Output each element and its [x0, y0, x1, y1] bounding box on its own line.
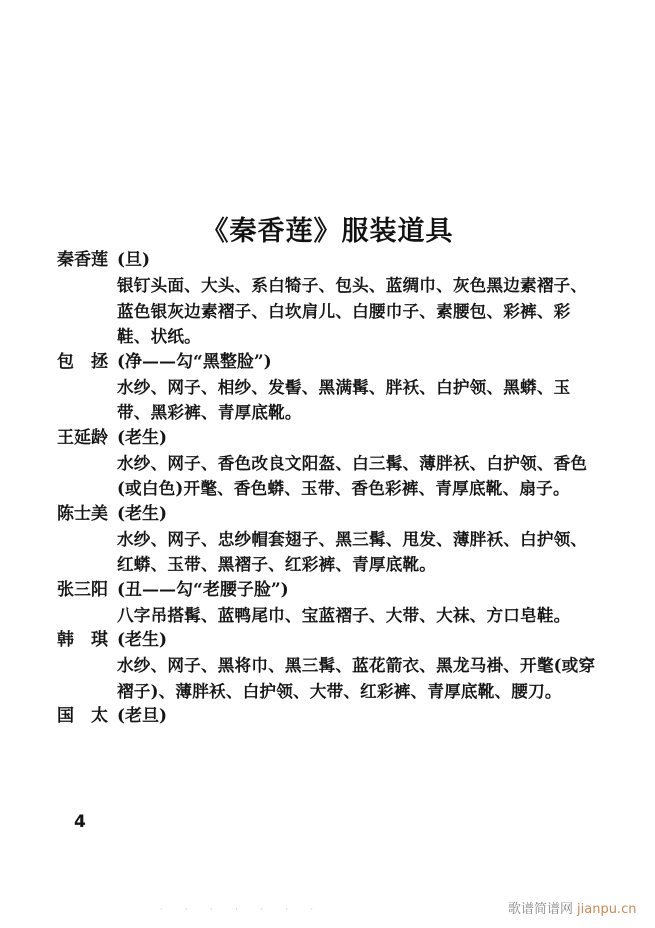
- role-type: (老生): [117, 503, 168, 524]
- role-name: 张三阳: [57, 579, 108, 600]
- watermark-en: jianpu.cn: [577, 902, 637, 917]
- costume-items: 八字吊搭髯、蓝鸭尾巾、宝蓝褶子、大带、大袜、方口皂鞋。: [117, 604, 571, 625]
- entry-zhang-sanyang: [57, 578, 617, 629]
- watermark: [508, 898, 636, 917]
- entry-wang-yanling: [57, 426, 617, 502]
- costume-items: 水纱、网子、香色改良文阳盔、白三髯、薄胖袄、白护领、香色(或白色)开氅、香色蟒、玉带、香色彩裤、青厚底靴、扇子。: [117, 452, 588, 498]
- role-name: 韩 琪: [57, 630, 108, 650]
- role-row: [57, 502, 617, 527]
- role-name: 王延龄: [57, 427, 108, 448]
- costume-list: [57, 248, 617, 729]
- role-type: (丑——勾“老腰子脸”): [117, 579, 289, 600]
- scan-specks: · · · · · · ·: [160, 905, 324, 914]
- costume-items: 水纱、网子、黑将巾、黑三髯、蓝花箭衣、黑龙马褂、开氅(或穿褶子)、薄胖袄、白护领、大带、红彩裤、青厚底靴、腰刀。: [117, 655, 596, 701]
- role-name: 包 拯: [57, 351, 108, 372]
- role-row: [57, 426, 617, 451]
- role-row: [57, 248, 617, 273]
- role-name: 陈士美: [57, 503, 108, 524]
- watermark-cn: 歌谱简谱网: [508, 902, 574, 917]
- entry-chen-shimei: [57, 502, 617, 578]
- role-row: [57, 578, 617, 603]
- entry-bao-zheng: [57, 350, 617, 426]
- role-type: (净——勾“黑整脸”): [117, 351, 272, 372]
- role-row: [57, 628, 617, 653]
- page-title: 《秦香莲》服装道具: [201, 216, 454, 248]
- role-type: (老生): [117, 630, 168, 650]
- costume-items: 水纱、网子、忠纱帽套翅子、黑三髯、甩发、薄胖袄、白护领、红蟒、玉带、黑褶子、红彩裤、青厚底靴。: [117, 528, 588, 574]
- costume-items: 水纱、网子、相纱、发髻、黑满髯、胖袄、白护领、黑蟒、玉带、黑彩裤、青厚底靴。: [117, 376, 571, 422]
- role-name: 国 太: [57, 706, 108, 726]
- role-row: [57, 350, 617, 375]
- costume-items: 银钉头面、大头、系白犄子、包头、蓝绸巾、灰色黑边素褶子、蓝色银灰边素褶子、白坎肩儿、白腰巾子、素腰包、彩裤、彩鞋、状纸。: [117, 275, 588, 346]
- entry-han-qi: [57, 628, 617, 704]
- role-type: (旦): [117, 250, 151, 270]
- role-row: [57, 704, 617, 729]
- role-type: (老旦): [117, 706, 168, 726]
- entry-qin-xianglian: [57, 248, 617, 350]
- page-number: 4: [74, 812, 86, 832]
- role-name: 秦香莲: [57, 250, 108, 270]
- role-type: (老生): [117, 427, 168, 448]
- entry-guo-tai: [57, 704, 617, 729]
